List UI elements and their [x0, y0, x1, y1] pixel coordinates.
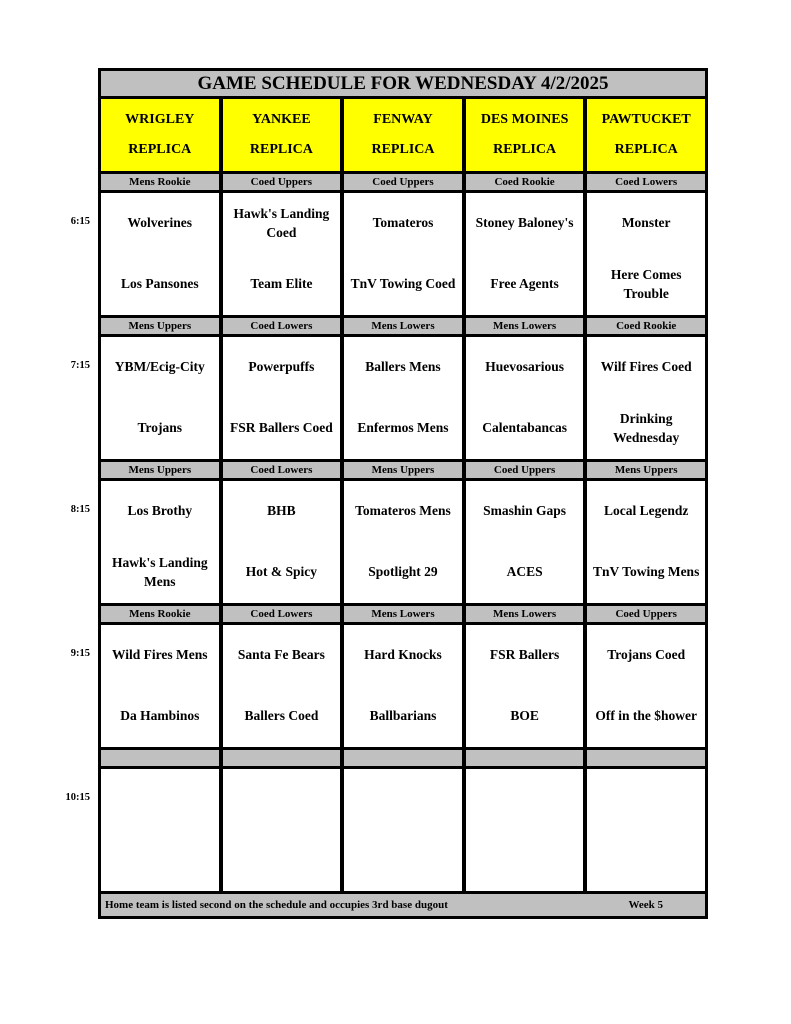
home-team: Trojans [137, 420, 183, 436]
slot-container [101, 174, 705, 891]
division-row-9:15 [101, 606, 705, 622]
schedule-table [98, 68, 708, 919]
division-row-8:15 [101, 462, 705, 478]
away-team: FSR Ballers [489, 647, 560, 663]
field-header-3 [344, 99, 462, 171]
game-cell [587, 337, 705, 459]
home-team [466, 830, 584, 891]
field-name: DES MOINES [480, 112, 569, 128]
division-label: Mens Uppers [101, 462, 219, 478]
footer-bar [101, 894, 705, 916]
division-label: Mens Lowers [466, 318, 584, 334]
division-label: Mens Rookie [101, 174, 219, 190]
game-cell [101, 337, 219, 459]
field-header-4 [466, 99, 584, 171]
time-label: 9:15 [70, 648, 90, 659]
games-row-10:15 [101, 769, 705, 891]
away-team: Monster [621, 215, 671, 231]
field-replica-label: REPLICA [614, 141, 678, 157]
home-team: Calentabancas [482, 420, 567, 436]
game-cell [466, 481, 584, 603]
division-label: Coed Lowers [223, 606, 341, 622]
game-cell [466, 337, 584, 459]
home-team: Da Hambinos [120, 708, 200, 724]
division-label: Mens Lowers [466, 606, 584, 622]
division-label: Coed Lowers [587, 174, 705, 190]
away-team: Trojans Coed [607, 647, 686, 663]
division-label: Coed Uppers [466, 462, 584, 478]
games-row-6:15 [101, 193, 705, 315]
home-team: Here Comes Trouble [610, 267, 682, 301]
division-label: Mens Uppers [101, 318, 219, 334]
game-cell [223, 625, 341, 747]
division-label: Coed Uppers [587, 606, 705, 622]
home-team: FSR Ballers Coed [230, 420, 333, 436]
division-label [344, 750, 462, 766]
game-cell [223, 481, 341, 603]
division-label: Mens Uppers [344, 462, 462, 478]
game-cell [466, 769, 584, 891]
week-label: Week 5 [628, 899, 663, 911]
field-name: FENWAY [373, 112, 433, 128]
away-team: Tomateros [372, 215, 434, 231]
away-team [101, 769, 219, 830]
away-team: Santa Fe Bears [237, 647, 325, 663]
away-team [344, 769, 462, 830]
home-team: Hawk's Landing Mens [111, 555, 208, 589]
home-team: Ballbarians [369, 708, 437, 724]
home-team [344, 830, 462, 891]
away-team: BHB [267, 503, 296, 519]
home-team: Ballers Coed [244, 708, 319, 724]
home-team: ACES [506, 564, 543, 580]
game-cell [223, 337, 341, 459]
game-cell [344, 337, 462, 459]
time-label: 8:15 [70, 504, 90, 515]
away-team [587, 769, 705, 830]
division-row-7:15 [101, 318, 705, 334]
time-rail [0, 0, 92, 1024]
away-team: Ballers Mens [365, 359, 441, 375]
game-cell [223, 769, 341, 891]
game-cell [466, 625, 584, 747]
away-team: Huevosarious [485, 359, 564, 375]
division-label: Mens Lowers [344, 318, 462, 334]
away-team: Wild Fires Mens [112, 647, 208, 663]
field-replica-label: REPLICA [249, 141, 313, 157]
division-label: Coed Rookie [466, 174, 584, 190]
division-label: Coed Lowers [223, 462, 341, 478]
schedule-title: GAME SCHEDULE FOR WEDNESDAY 4/2/2025 [101, 71, 705, 96]
home-team: Off in the $hower [595, 708, 697, 724]
away-team: YBM/Ecig-City [114, 359, 205, 375]
field-name: WRIGLEY [125, 112, 195, 128]
games-row-9:15 [101, 625, 705, 747]
time-label: 10:15 [65, 792, 90, 803]
division-row-10:15 [101, 750, 705, 766]
game-cell [223, 193, 341, 315]
away-team: Hawk's Landing Coed [233, 206, 330, 240]
away-team [223, 769, 341, 830]
division-label [223, 750, 341, 766]
game-cell [587, 481, 705, 603]
division-label: Coed Rookie [587, 318, 705, 334]
game-cell [344, 625, 462, 747]
home-team [223, 830, 341, 891]
game-cell [466, 193, 584, 315]
field-header-row [101, 99, 705, 171]
home-team: Drinking Wednesday [613, 411, 680, 445]
division-label: Coed Lowers [223, 318, 341, 334]
game-cell [101, 193, 219, 315]
home-team: BOE [510, 708, 539, 724]
division-label: Mens Lowers [344, 606, 462, 622]
away-team: Stoney Baloney's [475, 215, 574, 231]
away-team [466, 769, 584, 830]
game-cell [587, 769, 705, 891]
games-row-7:15 [101, 337, 705, 459]
field-header-1 [101, 99, 219, 171]
game-cell [587, 193, 705, 315]
field-replica-label: REPLICA [371, 141, 435, 157]
time-label: 7:15 [70, 360, 90, 371]
division-label: Coed Uppers [344, 174, 462, 190]
division-label: Coed Uppers [223, 174, 341, 190]
away-team: Smashin Gaps [483, 503, 567, 519]
away-team: Hard Knocks [364, 647, 442, 663]
game-cell [101, 481, 219, 603]
away-team: Tomateros Mens [355, 503, 451, 519]
division-label [466, 750, 584, 766]
home-team: TnV Towing Mens [593, 564, 700, 580]
division-label: Mens Uppers [587, 462, 705, 478]
field-replica-label: REPLICA [493, 141, 557, 157]
home-team: TnV Towing Coed [350, 276, 456, 292]
away-team: Los Brothy [127, 503, 193, 519]
field-header-5 [587, 99, 705, 171]
home-team [101, 830, 219, 891]
field-header-2 [223, 99, 341, 171]
division-label [587, 750, 705, 766]
away-team: Powerpuffs [248, 359, 315, 375]
game-cell [344, 193, 462, 315]
away-team: Wolverines [127, 215, 193, 231]
game-cell [101, 769, 219, 891]
game-cell [344, 769, 462, 891]
games-row-8:15 [101, 481, 705, 603]
field-replica-label: REPLICA [128, 141, 192, 157]
home-team: Free Agents [490, 276, 559, 292]
home-team: Enfermos Mens [357, 420, 449, 436]
division-row-6:15 [101, 174, 705, 190]
field-name: PAWTUCKET [601, 112, 691, 128]
home-team-note: Home team is listed second on the schedule and occupies 3rd base dugout [105, 899, 448, 911]
game-cell [101, 625, 219, 747]
home-team: Los Pansones [120, 276, 199, 292]
game-cell [587, 625, 705, 747]
home-team: Team Elite [250, 276, 313, 292]
home-team [587, 830, 705, 891]
field-name: YANKEE [252, 112, 311, 128]
home-team: Hot & Spicy [245, 564, 318, 580]
division-label: Mens Rookie [101, 606, 219, 622]
time-label: 6:15 [70, 216, 90, 227]
home-team: Spotlight 29 [368, 564, 438, 580]
division-label [101, 750, 219, 766]
game-cell [344, 481, 462, 603]
away-team: Local Legendz [604, 503, 689, 519]
away-team: Wilf Fires Coed [600, 359, 692, 375]
